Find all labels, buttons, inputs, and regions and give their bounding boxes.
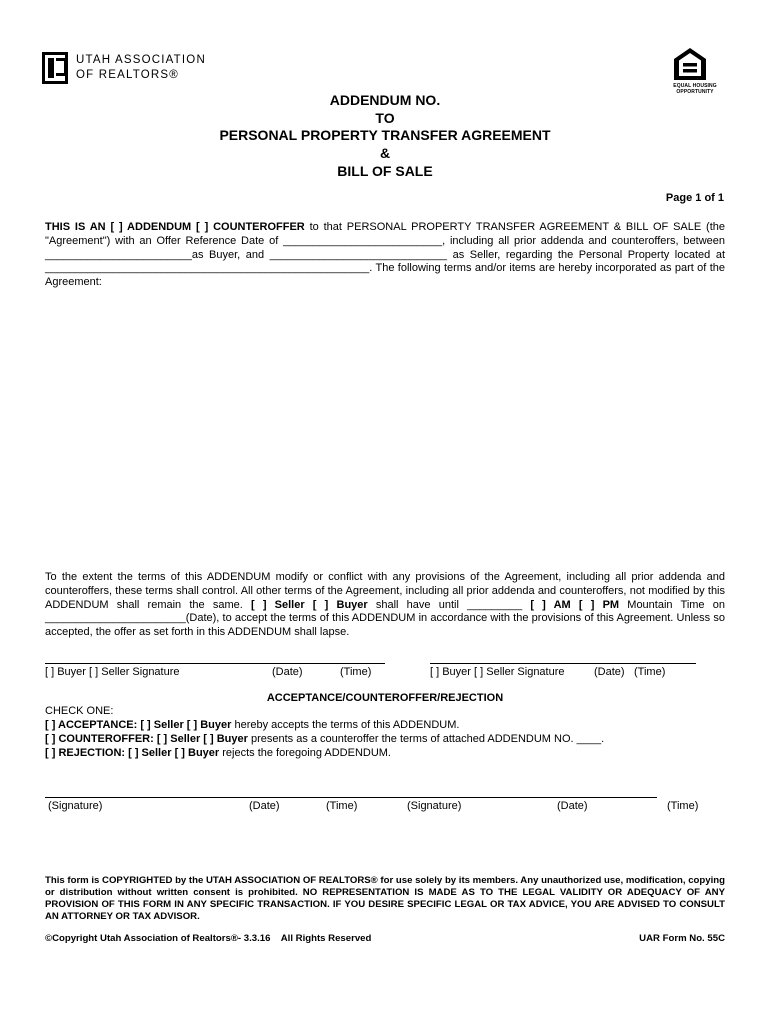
uar-logo <box>42 50 222 90</box>
title-ampersand: & <box>379 145 391 161</box>
conflict-paragraph: To the extent the terms of this ADDENDUM modify or conflict with any provisions of the Agreement, including all prior addenda and counteroffers, these terms shall control. All other terms of the Agreement, including all prior addenda and counteroffers, not modified by this ADDENDUM shall remain the same. [ ] Seller [ ] Buyer shall have until _________ [ ] AM [ ] PM Mountain Time on _______________________(Date), to accept the terms of this ADDENDUM in accordance with the provisions of this Agreement. Unless so accepted, the offer as set forth in this ADDENDUM shall lapse. <box>45 571 725 639</box>
org-name-line1: UTAH ASSOCIATION <box>76 54 206 66</box>
realtor-r-icon <box>42 52 68 84</box>
copyright-line: ©Copyright Utah Association of Realtors®- 3.3.16 All Rights Reserved <box>45 933 372 944</box>
time-label-1: (Time) <box>326 800 358 812</box>
date-label-2: (Date) <box>557 800 588 812</box>
time-label-2: (Time) <box>667 800 699 812</box>
deadline-date-field[interactable]: _______________________ <box>45 612 186 625</box>
left-time-label: (Time) <box>340 666 372 678</box>
title-to: TO <box>375 110 395 126</box>
acceptance-signature-line[interactable] <box>45 797 657 798</box>
counteroffer-option[interactable]: [ ] COUNTEROFFER: [ ] Seller [ ] Buyer presents as a counteroffer the terms of attached ADDENDUM NO. ____. <box>45 733 605 745</box>
property-location-field[interactable]: _____________________________________________________ <box>45 262 370 275</box>
buyer-name-field[interactable]: ________________________ <box>45 248 192 261</box>
intro-paragraph: THIS IS AN [ ] ADDENDUM [ ] COUNTEROFFER to that PERSONAL PROPERTY TRANSFER AGREEMENT & BILL OF SALE (the "Agreement") with an Offer Reference Date of __________________________, including all prior addenda and counteroffers, between ________________________as Buyer, and _____________________________ as Seller, regarding the Personal Property located at _____________________________________________________. The following terms and/or items are hereby incorporated as part of the Agreement: <box>45 221 726 289</box>
title-agreement: PERSONAL PROPERTY TRANSFER AGREEMENT <box>219 127 551 143</box>
title-bill-of-sale: BILL OF SALE <box>337 163 433 179</box>
equal-housing-icon <box>673 47 707 81</box>
acceptance-option[interactable]: [ ] ACCEPTANCE: [ ] Seller [ ] Buyer hereby accepts the terms of this ADDENDUM. <box>45 719 460 731</box>
right-date-label: (Date) <box>594 666 625 678</box>
equal-housing-text: EQUAL HOUSING OPPORTUNITY <box>673 83 717 95</box>
copyright-notice: This form is COPYRIGHTED by the UTAH ASSOCIATION OF REALTORS® for use solely by its members. Any unauthorized use, modification, copying or distribution without written consent is prohibited. NO REPRESENTATION IS MADE AS TO THE LEGAL VALIDITY OR ADEQUACY OF ANY PROVISION OF THIS FORM IN ANY SPECIFIC TRANSACTION. IF YOU DESIRE SPECIFIC LEGAL OR TAX ADVICE, YOU ARE ADVISED TO CONSULT AN ATTORNEY OR TAX ADVISOR. <box>45 875 725 922</box>
left-signature-label: [ ] Buyer [ ] Seller Signature <box>45 666 180 678</box>
form-number: UAR Form No. 55C <box>639 933 725 944</box>
org-name-line2: OF REALTORS® <box>76 69 179 81</box>
right-time-label: (Time) <box>634 666 666 678</box>
deadline-time-field[interactable]: _________ <box>467 598 523 611</box>
date-label-1: (Date) <box>249 800 280 812</box>
addendum-counteroffer-checkboxes[interactable]: THIS IS AN [ ] ADDENDUM [ ] COUNTEROFFER <box>45 221 305 233</box>
title-addendum-no: ADDENDUM NO. <box>329 92 441 108</box>
seller-name-field[interactable]: _____________________________ <box>269 248 448 261</box>
right-signature-label: [ ] Buyer [ ] Seller Signature <box>430 666 565 678</box>
seller-buyer-checkboxes[interactable]: [ ] Seller [ ] Buyer <box>250 598 368 611</box>
check-one-label: CHECK ONE: <box>45 705 114 717</box>
signature-label-1: (Signature) <box>48 800 103 812</box>
left-date-label: (Date) <box>272 666 303 678</box>
signature-label-2: (Signature) <box>407 800 462 812</box>
offer-reference-date-field[interactable]: __________________________ <box>283 234 443 247</box>
equal-housing-logo <box>667 47 723 97</box>
am-pm-checkboxes[interactable]: [ ] AM [ ] PM <box>522 598 620 611</box>
signature-line-right[interactable] <box>430 663 696 664</box>
rejection-option[interactable]: [ ] REJECTION: [ ] Seller [ ] Buyer rejects the foregoing ADDENDUM. <box>45 747 391 759</box>
page-indicator: Page 1 of 1 <box>665 192 724 204</box>
signature-line-left[interactable] <box>45 663 385 664</box>
acceptance-heading: ACCEPTANCE/COUNTEROFFER/REJECTION <box>266 692 504 704</box>
